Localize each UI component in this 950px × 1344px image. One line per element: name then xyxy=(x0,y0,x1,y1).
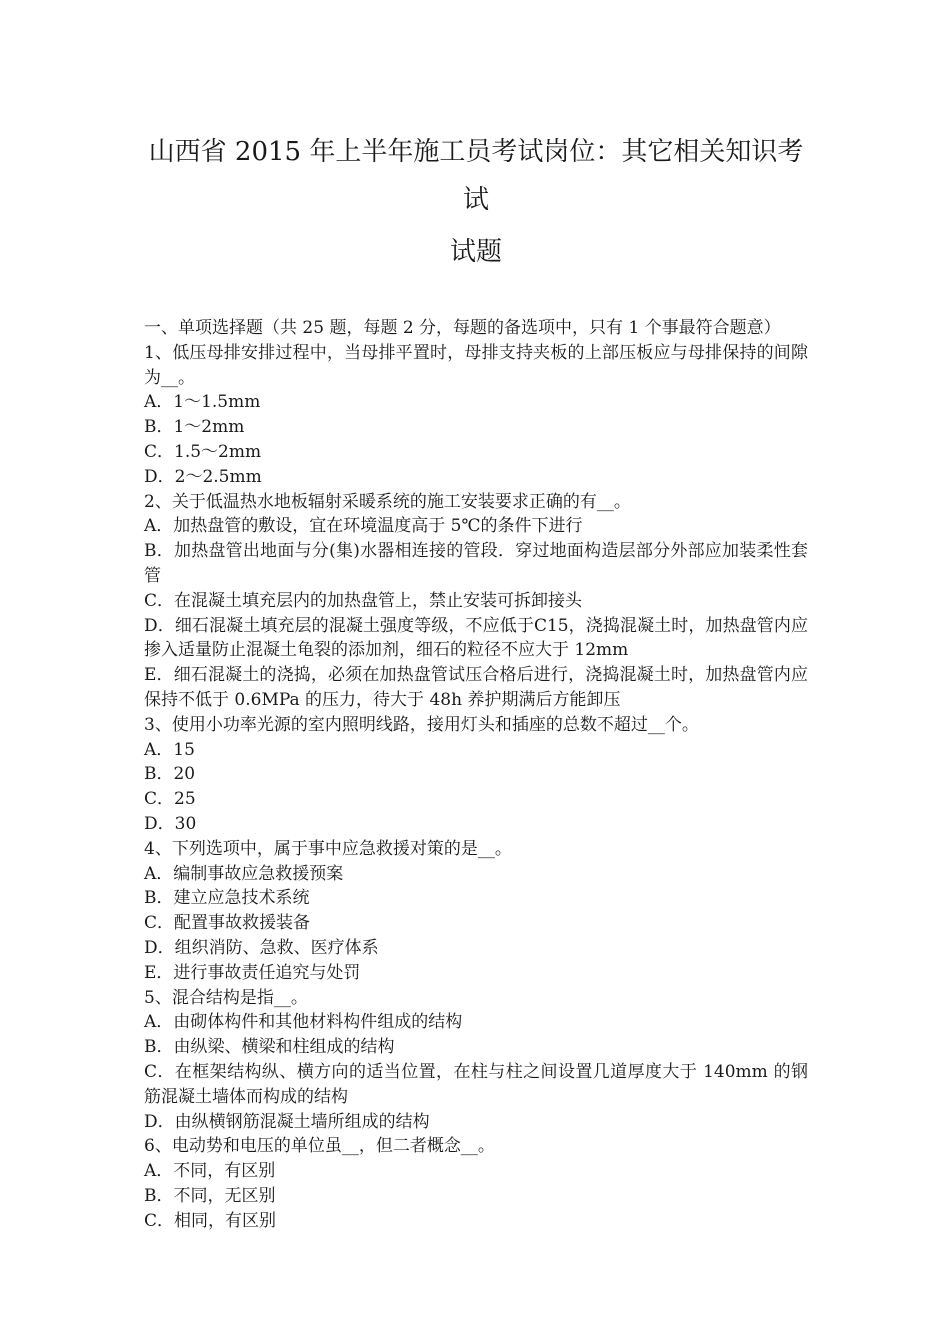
document-title xyxy=(144,128,808,276)
question-block xyxy=(144,837,808,986)
section-heading: 一、单项选择题（共 25 题，每题 2 分，每题的备选项中，只有 1 个事最符合题意） xyxy=(144,318,781,338)
answer-option: B．20 xyxy=(144,764,196,785)
question-block xyxy=(144,341,808,490)
answer-option: C．25 xyxy=(144,789,196,810)
answer-option: B．加热盘管出地面与分(集)水器相连接的管段．穿过地面构造层部分外部应加装柔性套管 xyxy=(144,541,808,586)
question-block xyxy=(144,1134,808,1233)
question-stem: 6、电动势和电压的单位虽__，但二者概念__。 xyxy=(144,1136,495,1157)
answer-option: B．不同，无区别 xyxy=(144,1185,276,1206)
answer-option: D．由纵横钢筋混凝土墙所组成的结构 xyxy=(144,1111,430,1132)
answer-option: D．细石混凝土填充层的混凝土强度等级，不应低于C15，浇捣混凝土时，加热盘管内应掺入适量防止混凝土龟裂的添加剂，细石的粒径不应大于 12mm xyxy=(144,615,808,661)
answer-option: D．组织消防、急救、医疗体系 xyxy=(144,937,379,958)
answer-option: A．加热盘管的敷设，宜在环境温度高于 5℃的条件下进行 xyxy=(144,516,583,537)
answer-option: B．由纵梁、横梁和柱组成的结构 xyxy=(144,1037,395,1058)
question-block xyxy=(144,490,808,713)
document-page xyxy=(144,128,808,1233)
answer-option: A．编制事故应急救援预案 xyxy=(144,863,344,884)
question-stem: 2、关于低温热水地板辐射采暖系统的施工安装要求正确的有__。 xyxy=(144,491,631,512)
answer-option: D．30 xyxy=(144,813,197,834)
answer-option: B．建立应急技术系统 xyxy=(144,888,310,909)
answer-option: A．由砌体构件和其他材料构件组成的结构 xyxy=(144,1012,463,1033)
question-stem: 1、低压母排安排过程中，当母排平置时，母排支持夹板的上部压板应与母排保持的间隙为__。 xyxy=(144,342,808,388)
answer-option: C．在混凝土填充层内的加热盘管上，禁止安装可拆卸接头 xyxy=(144,590,583,611)
answer-option: A．1～1.5mm xyxy=(144,392,261,413)
answer-option: E．细石混凝土的浇捣，必须在加热盘管试压合格后进行，浇捣混凝土时，加热盘管内应保持不低于 0.6MPa 的压力，待大于 48h 养护期满后方能卸压 xyxy=(144,665,808,710)
question-stem: 5、混合结构是指__。 xyxy=(144,987,308,1008)
title-line-2: 试题 xyxy=(449,237,502,267)
answer-option: C．配置事故救援装备 xyxy=(144,913,311,934)
question-block xyxy=(144,986,808,1135)
title-line-1: 山西省 2015 年上半年施工员考试岗位：其它相关知识考试 xyxy=(148,137,804,215)
answer-option: C．在框架结构纵、横方向的适当位置，在柱与柱之间设置几道厚度大于 140mm 的钢筋混凝土墙体而构成的结构 xyxy=(144,1061,808,1107)
question-block xyxy=(144,713,808,837)
answer-option: C．1.5～2mm xyxy=(144,441,262,462)
answer-option: D．2～2.5mm xyxy=(144,466,262,487)
answer-option: A．不同，有区别 xyxy=(144,1161,276,1182)
question-stem: 3、使用小功率光源的室内照明线路，接用灯头和插座的总数不超过__个。 xyxy=(144,714,699,735)
question-stem: 4、下列选项中，属于事中应急救援对策的是__。 xyxy=(144,838,512,859)
answer-option: B．1～2mm xyxy=(144,417,245,438)
answer-option: E．进行事故责任追究与处罚 xyxy=(144,962,361,983)
document-body xyxy=(144,316,808,1233)
answer-option: C．相同，有区别 xyxy=(144,1210,277,1231)
answer-option: A．15 xyxy=(144,739,195,760)
